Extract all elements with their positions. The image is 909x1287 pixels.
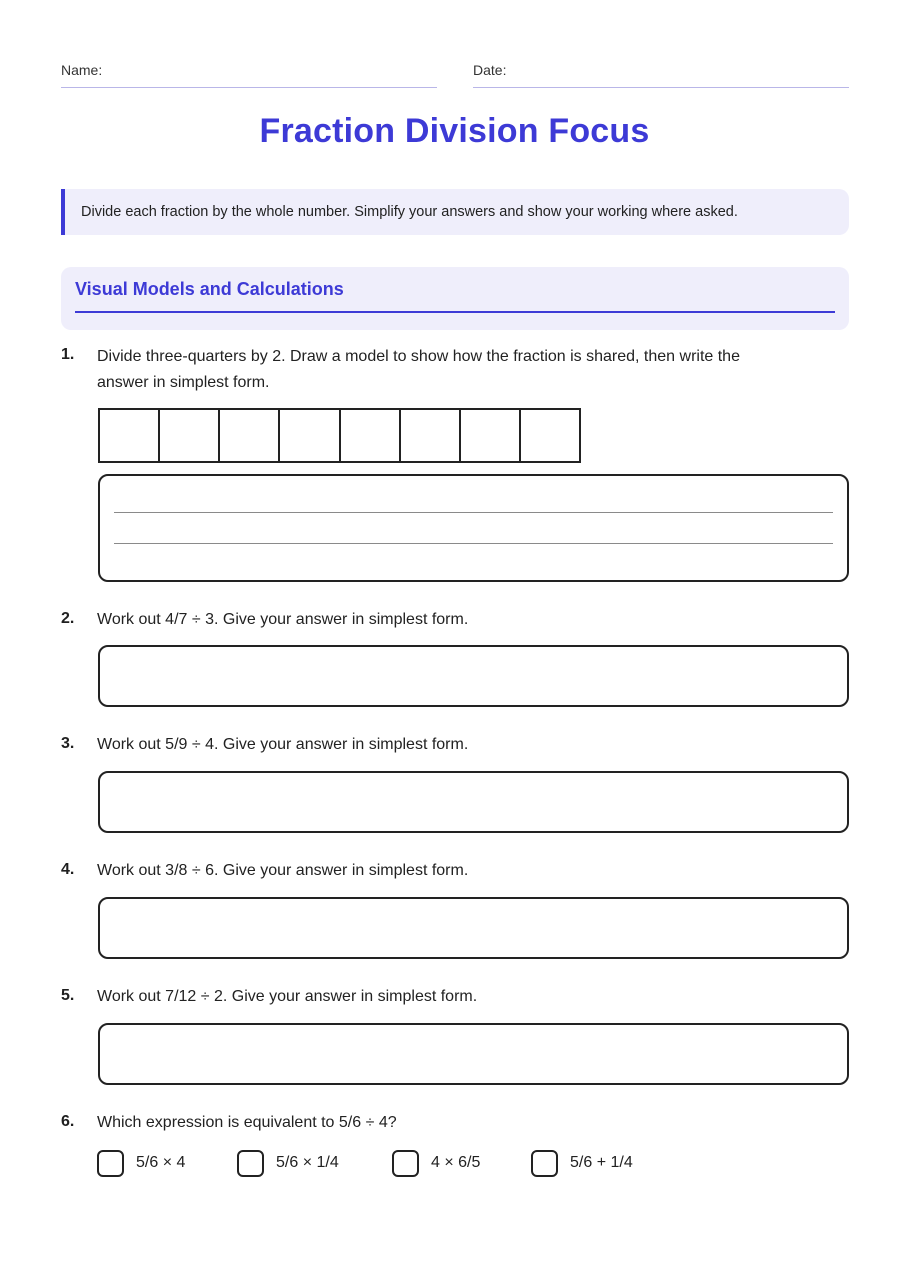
question-number-5: 5. [61,987,75,1004]
page-title: Fraction Division Focus [259,112,650,150]
section-divider [75,311,835,313]
checkbox[interactable] [97,1150,124,1177]
writing-line [114,543,833,544]
option-b-label: 5/6 × 1/4 [276,1154,339,1171]
answer-box-2[interactable] [98,645,849,707]
question-text-1-line1: Divide three-quarters by 2. Draw a model to show how the fraction is shared, then write the [97,348,740,365]
model-cell[interactable] [461,410,521,461]
checkbox[interactable] [237,1150,264,1177]
model-cell[interactable] [280,410,340,461]
checkbox[interactable] [531,1150,558,1177]
question-number-6: 6. [61,1113,75,1130]
question-number-2: 2. [61,610,75,627]
instructions-box: Divide each fraction by the whole number. Simplify your answers and show your working where asked. [61,189,849,235]
option-c[interactable] [392,1149,480,1177]
option-d[interactable] [531,1149,633,1177]
option-a[interactable] [97,1149,185,1177]
name-field[interactable] [61,62,437,88]
question-text-5: Work out 7/12 ÷ 2. Give your answer in simplest form. [97,988,478,1005]
option-d-label: 5/6 + 1/4 [570,1154,633,1171]
question-text-2: Work out 4/7 ÷ 3. Give your answer in simplest form. [97,611,469,628]
question-number-1: 1. [61,346,75,363]
answer-box-1[interactable] [98,474,849,582]
section-header [61,267,849,330]
option-c-label: 4 × 6/5 [431,1154,481,1171]
model-cell[interactable] [341,410,401,461]
model-cell[interactable] [220,410,280,461]
question-text-3: Work out 5/9 ÷ 4. Give your answer in simplest form. [97,736,469,753]
option-b[interactable] [237,1149,339,1177]
question-text-4: Work out 3/8 ÷ 6. Give your answer in simplest form. [97,862,469,879]
answer-box-5[interactable] [98,1023,849,1085]
section-title: Visual Models and Calculations [75,279,344,299]
question-text-1-line2: answer in simplest form. [97,374,270,391]
model-cell[interactable] [521,410,579,461]
checkbox[interactable] [392,1150,419,1177]
question-number-3: 3. [61,735,75,752]
option-a-label: 5/6 × 4 [136,1154,186,1171]
answer-box-3[interactable] [98,771,849,833]
answer-box-4[interactable] [98,897,849,959]
model-cell[interactable] [100,410,160,461]
question-text-1 [97,344,740,396]
fraction-model-grid[interactable] [98,408,581,463]
question-text-6: Which expression is equivalent to 5/6 ÷ 4? [97,1114,397,1131]
name-label: Name: [61,62,103,78]
date-field[interactable] [473,62,849,88]
question-number-4: 4. [61,861,75,878]
model-cell[interactable] [160,410,220,461]
model-cell[interactable] [401,410,461,461]
writing-line [114,512,833,513]
date-label: Date: [473,62,507,78]
